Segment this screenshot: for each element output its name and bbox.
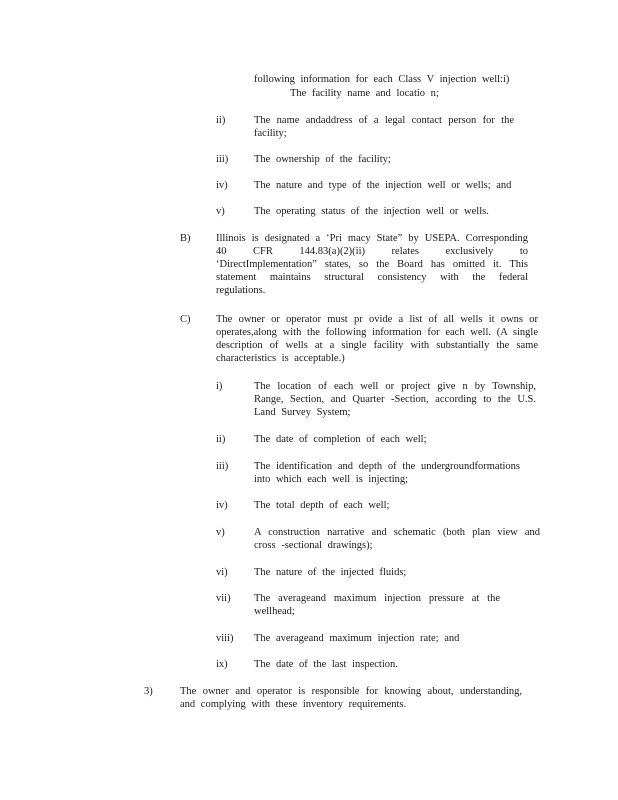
list-c-item-iv: The total depth of each well; <box>254 500 390 511</box>
item-c-label: C) <box>180 314 191 325</box>
list-a-item-iii: The ownership of the facility; <box>254 154 391 165</box>
list-a-label-v: v) <box>216 206 225 217</box>
list-a-label-iii: iii) <box>216 154 229 165</box>
list-c-label-vi: vi) <box>216 567 228 578</box>
list-a-item-iv: The nature and type of the injection well or wells; and <box>254 180 512 191</box>
list-c-item-vi: The nature of the injected fluids; <box>254 567 407 578</box>
list-a-label-iv: iv) <box>216 180 228 191</box>
list-c-label-viii: viii) <box>216 633 234 644</box>
list-c-label-ii: ii) <box>216 434 226 445</box>
list-c-item-i: The location of each well or project give n by Township, Range, Section, and Quarter -Section, according to the U.S. Land Survey System; <box>254 381 536 418</box>
list-c-label-vii: vii) <box>216 593 231 604</box>
item-3-label: 3) <box>144 686 153 697</box>
list-a-item-v: The operating status of the injection well or wells. <box>254 206 489 217</box>
list-c-item-v: A construction narrative and schematic (both plan view and cross -sectional drawings); <box>254 527 540 551</box>
intro-line-1: following information for each Class V injection well:i) <box>254 74 510 85</box>
list-c-item-ii: The date of completion of each well; <box>254 434 427 445</box>
list-c-item-ix: The date of the last inspection. <box>254 659 398 670</box>
list-c-label-v: v) <box>216 527 225 538</box>
item-b-label: B) <box>180 233 191 244</box>
intro-line-2: The facility name and locatio n; <box>290 88 439 99</box>
item-3-text: The owner and operator is responsible for knowing about, understanding, and complying with these inventory requirements. <box>180 686 522 710</box>
list-c-item-vii: The averageand maximum injection pressure at the wellhead; <box>254 593 500 617</box>
list-a-item-ii: The name andaddress of a legal contact person for the facility; <box>254 115 514 139</box>
list-c-label-i: i) <box>216 381 223 392</box>
list-c-item-iii: The identification and depth of the undergroundformations into which each well is injecting; <box>254 461 520 485</box>
list-c-label-iii: iii) <box>216 461 229 472</box>
list-c-label-ix: ix) <box>216 659 228 670</box>
list-c-label-iv: iv) <box>216 500 228 511</box>
list-c-item-viii: The averageand maximum injection rate; and <box>254 633 460 644</box>
item-c-text: The owner or operator must pr ovide a list of all wells it owns or operates,along with the following information for each well. (A single description of wells at a single facility with substantially the same characteristics is acceptable.) <box>216 314 538 364</box>
item-b-text: Illinois is designated a ‘Pri macy State” by USEPA. Corresponding 40 CFR 144.83(a)(2)(ii) relates exclusively to ‘DirectImplementation” states, so the Board has omitted it. This statement maintains structural consistency with the federal regulations. <box>216 233 528 296</box>
list-a-label-ii: ii) <box>216 115 226 126</box>
